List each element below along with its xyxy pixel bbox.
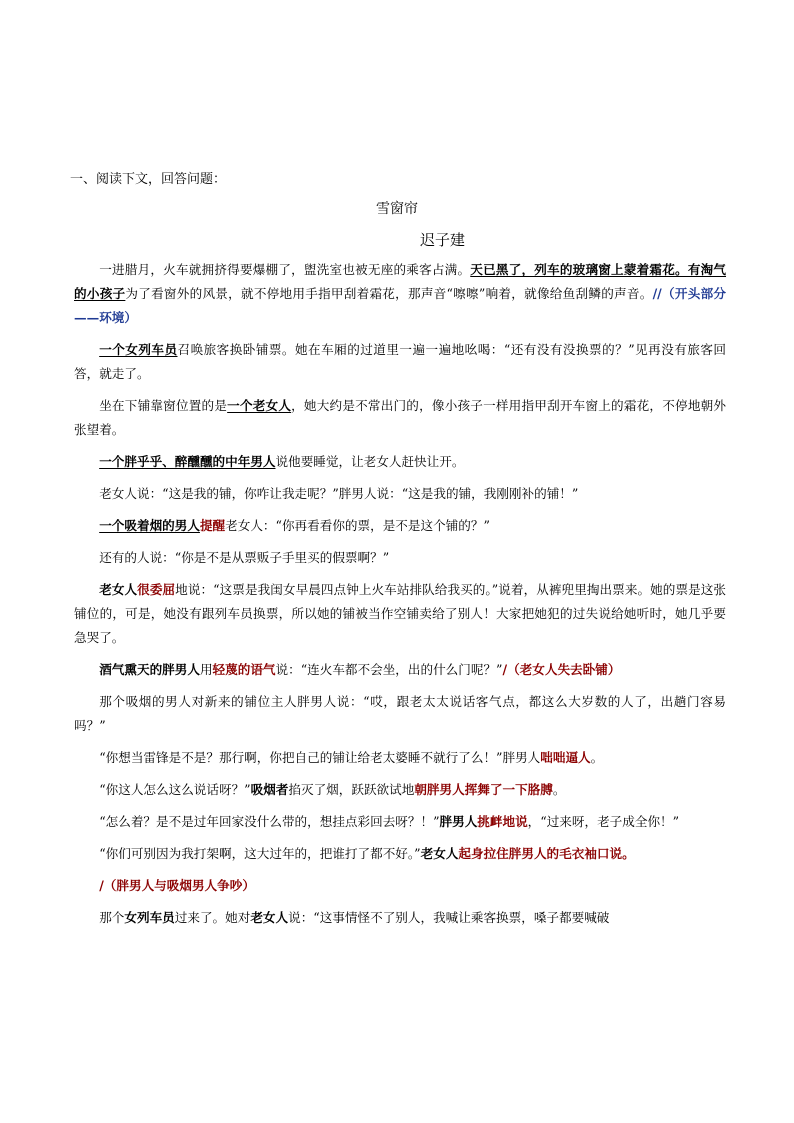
text-segment: 召唤旅客换卧铺票。她在车厢的过道里一遍一遍地吆喝：“还有没有没换票的？”见再没有旅客回答，就走了。: [74, 342, 726, 381]
text-segment: ，她大约是不常出门的，像小孩子一样用指甲刮开车窗上的霜花，不停地朝外张望着。: [74, 398, 727, 437]
text-segment: 老女人: [420, 846, 459, 861]
text-segment: 用: [199, 662, 213, 677]
text-segment: /（老女人失去卧铺）: [502, 662, 621, 677]
text-segment: 吸烟者: [250, 782, 289, 797]
text-segment: 说：“这事情怪不了别人，我喊让乘客换票，嗓子都要喊破: [288, 910, 610, 925]
text-segment: “你们可别因为我打架啊，这大过年的，把谁打了都不好。”: [99, 846, 421, 861]
text-segment: 朝胖男人挥舞了一下胳膊: [414, 782, 553, 797]
essay-paragraph: [74, 338, 726, 386]
text-segment: 一个老女人: [227, 398, 292, 413]
text-segment: 说：“连火车都不会坐，出的什么门呢？”: [275, 662, 503, 677]
essay-body: [74, 258, 726, 938]
text-segment: 挑衅地说: [477, 814, 528, 829]
text-segment: /（胖男人与吸烟男人争吵）: [99, 878, 255, 893]
text-segment: 那个: [99, 910, 125, 925]
text-segment: ，“过来呀，老子成全你！”: [527, 814, 680, 829]
essay-paragraph: [74, 746, 726, 770]
text-segment: 咄咄逼人: [540, 750, 591, 765]
text-segment: “怎么着？是不是过年回家没什么带的，想挂点彩回去呀？！”: [99, 814, 440, 829]
essay-paragraph: [74, 810, 726, 834]
text-segment: 一进腊月，火车就拥挤得要爆棚了，盥洗室也被无座的乘客占满。: [99, 262, 471, 277]
text-segment: 老女人：“你再看看你的票，是不是这个铺的？”: [225, 518, 490, 533]
text-segment: 坐在下铺靠窗位置的是: [99, 398, 228, 413]
text-segment: 酒气熏天的胖男人: [99, 662, 200, 677]
essay-paragraph: [74, 906, 726, 930]
text-segment: 过来了。她对: [174, 910, 251, 925]
essay-paragraph: [74, 690, 726, 738]
text-segment: 为了看窗外的风景，就不停地用手指甲刮着霜花，那声音“嚓嚓”响着，就像给鱼刮鳞的声音。: [125, 286, 653, 301]
text-segment: 掐灭了烟，跃跃欲试地: [288, 782, 415, 797]
essay-paragraph: [74, 482, 726, 506]
text-segment: 女列车员: [124, 910, 175, 925]
text-segment: “你这人怎么这么说话呀？”: [99, 782, 251, 797]
text-segment: 一个女列车员: [99, 342, 178, 357]
essay-paragraph: [74, 658, 726, 682]
essay-paragraph: [74, 450, 726, 474]
text-segment: 天已黑了，列车的玻璃窗上蒙着霜花。有淘气的小孩子: [74, 262, 727, 301]
text-segment: 很委屈: [137, 582, 176, 597]
text-segment: 一个吸着烟的男人: [99, 518, 200, 533]
text-segment: 。: [552, 782, 566, 797]
question-title: 一、阅读下文，回答问题：: [70, 172, 227, 187]
essay-paragraph: [74, 514, 726, 538]
text-segment: 还有的人说：“你是不是从票贩子手里买的假票啊？”: [99, 550, 390, 565]
text-segment: 一个胖乎乎、醉醺醺的中年男人: [99, 454, 276, 469]
text-segment: 老女人说：“这是我的铺，你咋让我走呢？”胖男人说：“这是我的铺，我刚刚补的铺！”: [99, 486, 579, 501]
text-segment: 。: [590, 750, 604, 765]
essay-paragraph: [74, 778, 726, 802]
text-segment: 胖男人: [439, 814, 478, 829]
essay-paragraph: [74, 258, 726, 330]
text-segment: 起身拉住胖男人的毛衣袖口说。: [458, 846, 635, 861]
text-segment: 老女人: [250, 910, 289, 925]
text-segment: //（开头部分——环境）: [74, 286, 727, 325]
text-segment: 轻蔑的语气: [212, 662, 276, 677]
essay-paragraph: [74, 394, 726, 442]
essay-author: 迟子建: [420, 231, 466, 249]
text-segment: 老女人: [99, 582, 138, 597]
text-segment: 地说：“这票是我闺女早晨四点钟上火车站排队给我买的。”说着，从裤兜里掏出票来。她的票是这张铺位的，可是，她没有跟列车员换票，所以她的铺被当作空铺卖给了别人！大家把她犯的过失说给她听时，她几乎要急哭了。: [74, 582, 727, 645]
essay-title: 雪窗帘: [376, 201, 418, 217]
text-segment: 那个吸烟的男人对新来的铺位主人胖男人说：“哎，跟老太太说话客气点，都这么大岁数的人了，出趟门容易吗？”: [74, 694, 726, 733]
essay-paragraph: [74, 578, 726, 650]
essay-paragraph: [74, 874, 726, 898]
text-segment: 说他要睡觉，让老女人赶快让开。: [275, 454, 465, 469]
text-segment: 提醒: [199, 518, 226, 533]
text-segment: “你想当雷锋是不是？那行啊，你把自己的铺让给老太婆睡不就行了么！”胖男人: [99, 750, 541, 765]
essay-paragraph: [74, 546, 726, 570]
essay-paragraph: [74, 842, 726, 866]
